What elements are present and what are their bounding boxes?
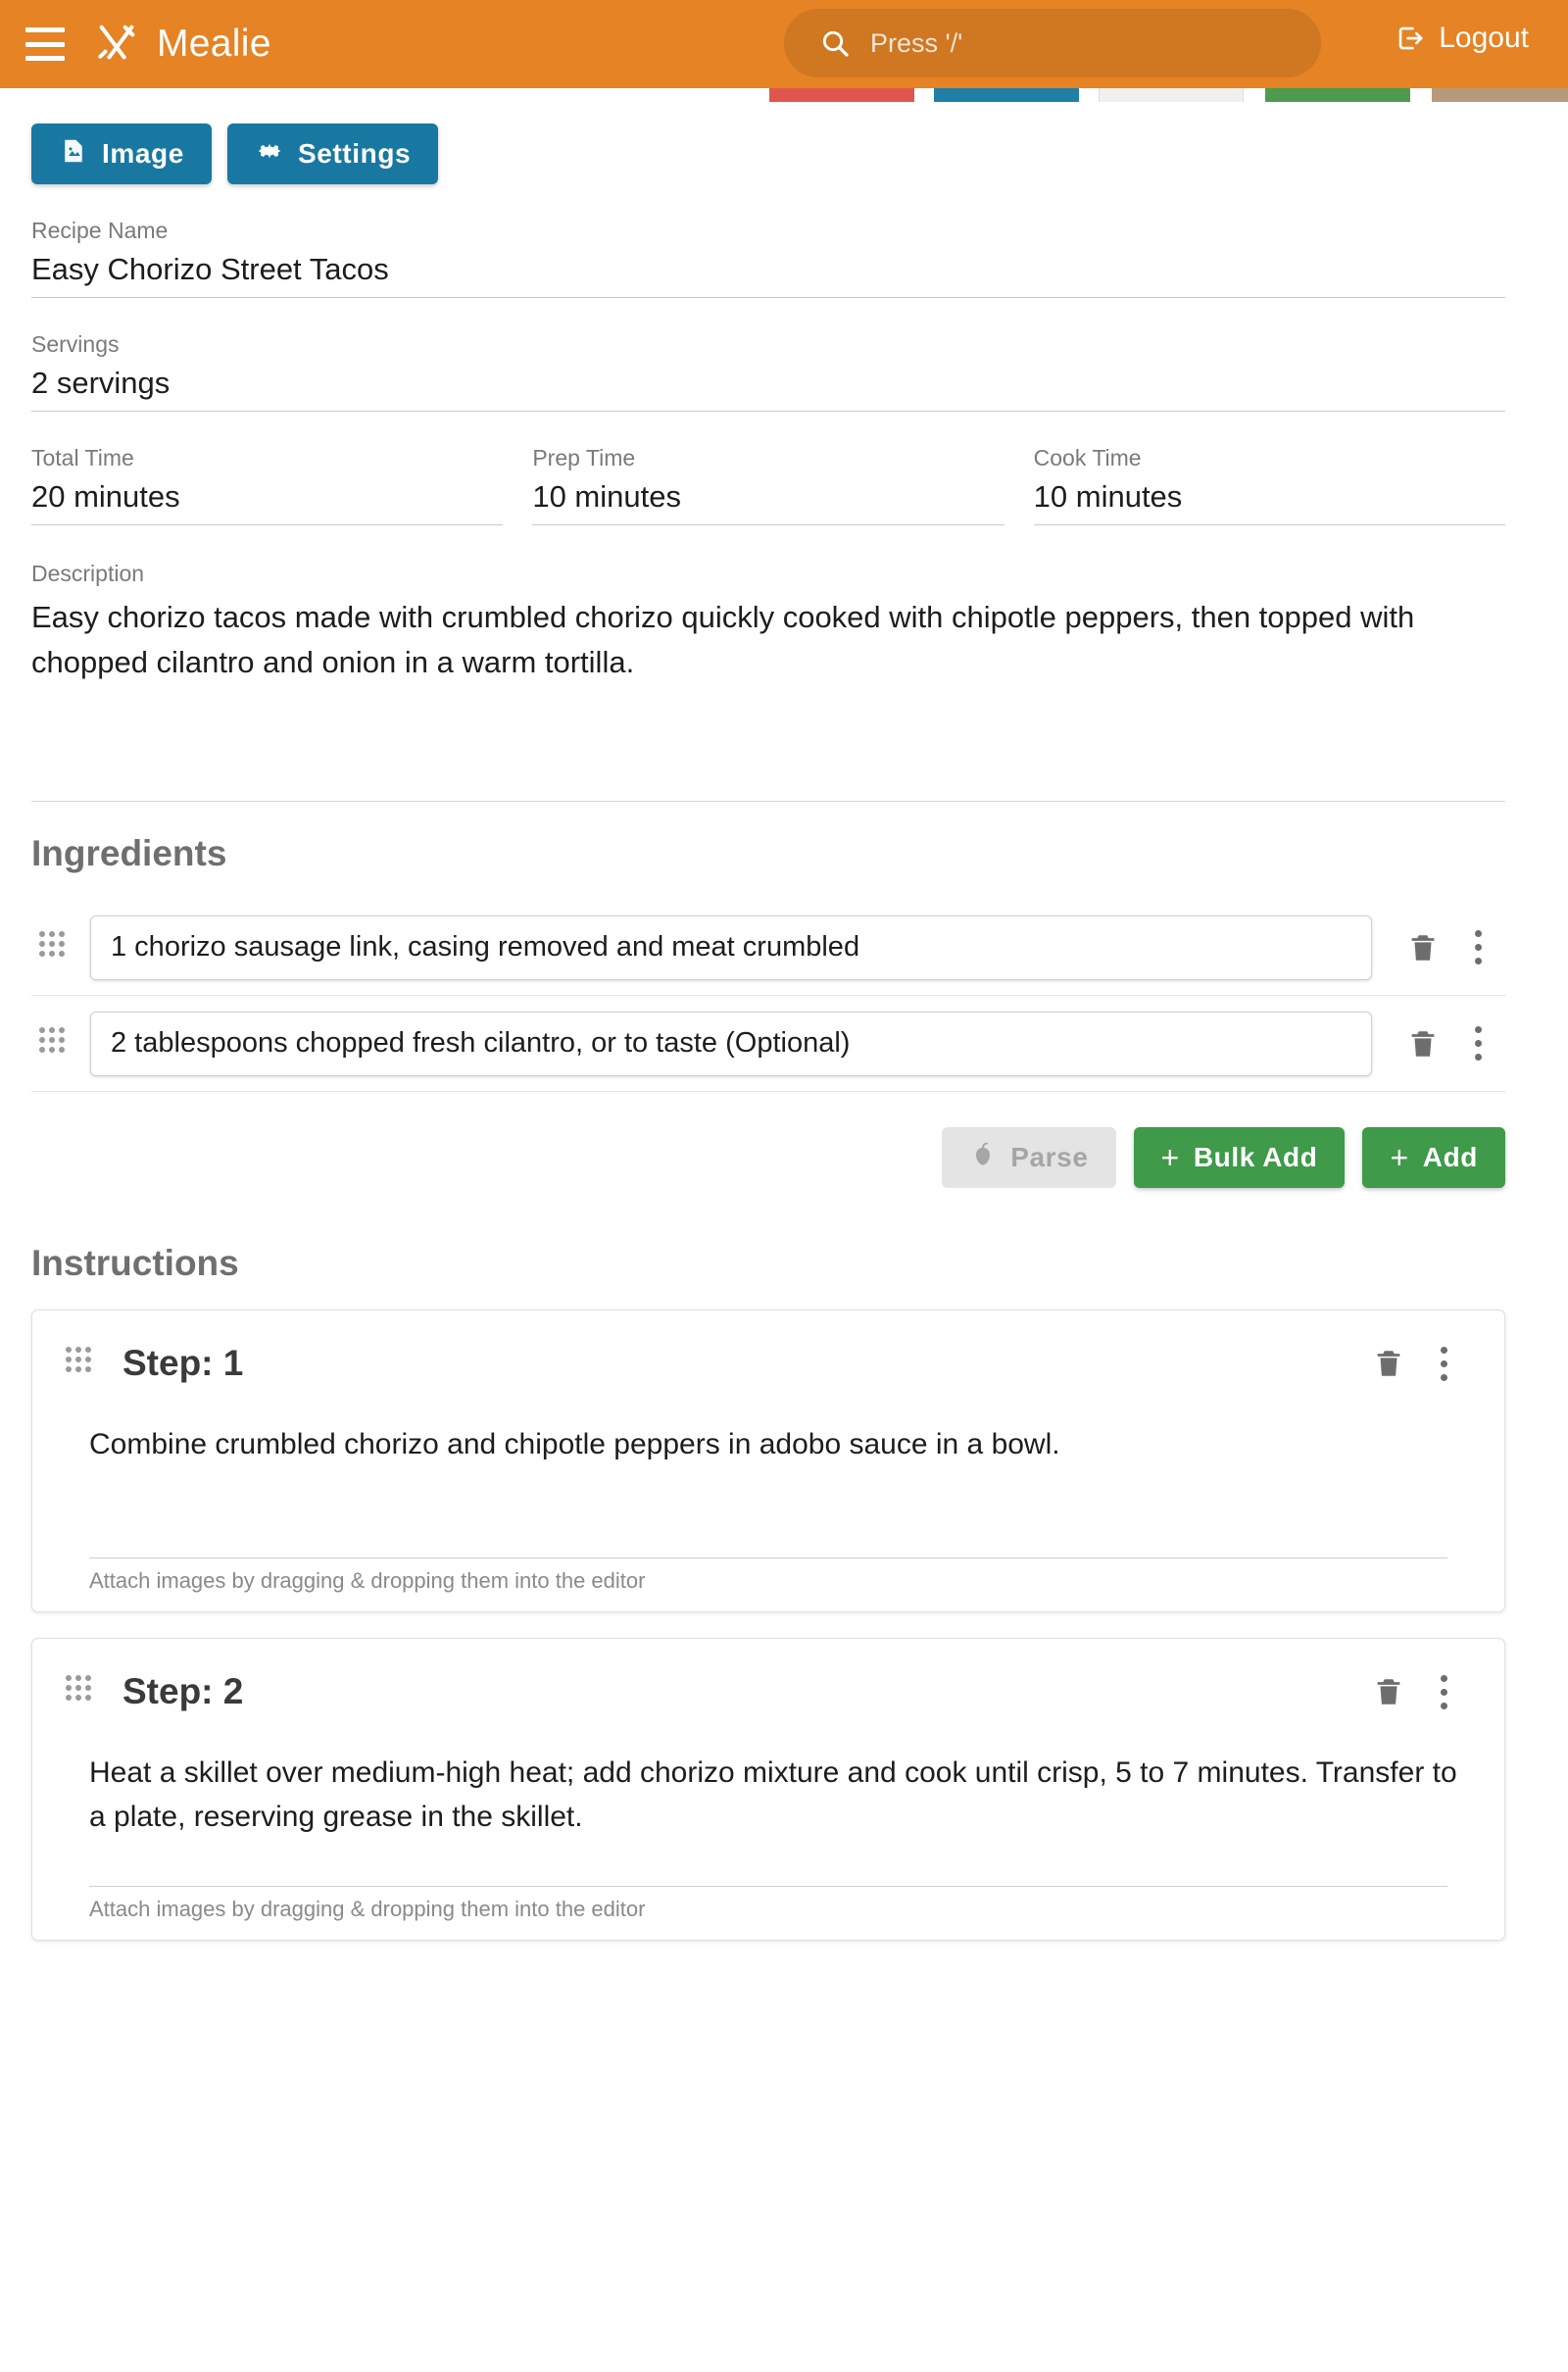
image-button-label: Image [102,138,184,169]
instruction-step-card [31,1638,1505,1941]
settings-button-label: Settings [297,138,412,169]
ingredient-input[interactable]: 1 chorizo sausage link, casing removed and meat crumbled [90,915,1372,980]
kebab-menu-icon[interactable] [1416,1664,1471,1719]
search-icon [819,27,851,59]
trash-icon[interactable] [1361,1664,1416,1719]
ingredient-input[interactable]: 2 tablespoons chopped fresh cilantro, or to taste (Optional) [90,1012,1372,1076]
trash-icon[interactable] [1361,1336,1416,1391]
search-placeholder: Press '/' [870,27,963,58]
logout-label: Logout [1439,22,1529,54]
trash-icon[interactable] [1396,1016,1450,1071]
logout-icon [1396,24,1425,53]
description-input[interactable]: Easy chorizo tacos made with crumbled chorizo quickly cooked with chipotle peppers, then topped with chopped cilantro and onion in a warm tortilla. [31,600,1415,679]
instruction-step-text[interactable]: Combine crumbled chorizo and chipotle peppers in adobo sauce in a bowl. [89,1428,1060,1460]
recipe-name-input[interactable]: Easy Chorizo Street Tacos [31,252,1505,298]
hamburger-menu-icon[interactable] [25,27,65,61]
drag-handle-icon[interactable] [39,1027,73,1061]
trash-icon[interactable] [1396,920,1450,975]
kebab-menu-icon[interactable] [1450,920,1505,975]
ingredient-row [31,900,1505,996]
image-button[interactable] [31,124,212,184]
instruction-step-hint: Attach images by dragging & dropping them into the editor [89,1557,1447,1594]
app-title: Mealie [157,23,271,65]
cook-time-input[interactable]: 10 minutes [1034,479,1505,525]
servings-input[interactable]: 2 servings [31,366,1505,412]
servings-field[interactable] [31,331,1505,412]
cook-time-field[interactable] [1034,445,1505,525]
fork-knife-logo-icon [94,22,139,67]
logout-button[interactable] [1396,22,1529,55]
description-divider [31,801,1505,802]
settings-button[interactable] [227,124,438,184]
editor-toolbar [31,124,1505,184]
drag-handle-icon[interactable] [39,931,73,964]
description-field[interactable] [31,561,1505,802]
cook-time-label: Cook Time [1033,445,1142,470]
add-ingredient-button[interactable] [1362,1127,1505,1188]
app-bar [0,0,1568,88]
kebab-menu-icon[interactable] [1450,1016,1505,1071]
instruction-step-header [66,1336,1471,1391]
search-input[interactable] [784,9,1321,77]
bulk-add-label: Bulk Add [1193,1142,1318,1172]
gear-icon [255,136,284,173]
ingredient-actions [31,1127,1505,1188]
servings-label: Servings [31,331,120,357]
kebab-menu-icon[interactable] [1416,1336,1471,1391]
recipe-editor [0,102,1537,1941]
total-time-input[interactable]: 20 minutes [31,479,503,525]
parse-button[interactable] [942,1127,1115,1188]
instruction-step-card [31,1310,1505,1612]
image-file-icon [59,136,88,173]
add-label: Add [1422,1142,1478,1172]
instructions-heading: Instructions [31,1243,239,1283]
description-label: Description [31,561,145,586]
parse-button-label: Parse [1010,1142,1089,1172]
apple-fruit-icon [969,1141,997,1175]
prep-time-input[interactable]: 10 minutes [532,479,1004,525]
ingredient-row [31,996,1505,1092]
plus-icon: + [1160,1140,1180,1175]
time-fields-row [31,445,1505,525]
total-time-field[interactable] [31,445,503,525]
drag-handle-icon[interactable] [66,1347,99,1380]
recipe-name-label: Recipe Name [31,218,169,243]
recipe-name-field[interactable] [31,218,1505,298]
plus-icon: + [1390,1140,1409,1175]
instruction-step-hint: Attach images by dragging & dropping them into the editor [89,1886,1447,1922]
instruction-step-title[interactable]: Step: 1 [122,1343,244,1383]
instruction-step-header [66,1664,1471,1719]
instruction-step-text[interactable]: Heat a skillet over medium-high heat; add chorizo mixture and cook until crisp, 5 to 7 minutes. Transfer to a plate, reserving grease in the skillet. [89,1756,1457,1833]
bulk-add-button[interactable] [1134,1127,1346,1188]
total-time-label: Total Time [31,445,134,470]
drag-handle-icon[interactable] [66,1675,99,1708]
prep-time-label: Prep Time [532,445,636,470]
prep-time-field[interactable] [532,445,1004,525]
ingredients-heading: Ingredients [31,833,227,873]
instruction-step-title[interactable]: Step: 2 [122,1671,244,1711]
